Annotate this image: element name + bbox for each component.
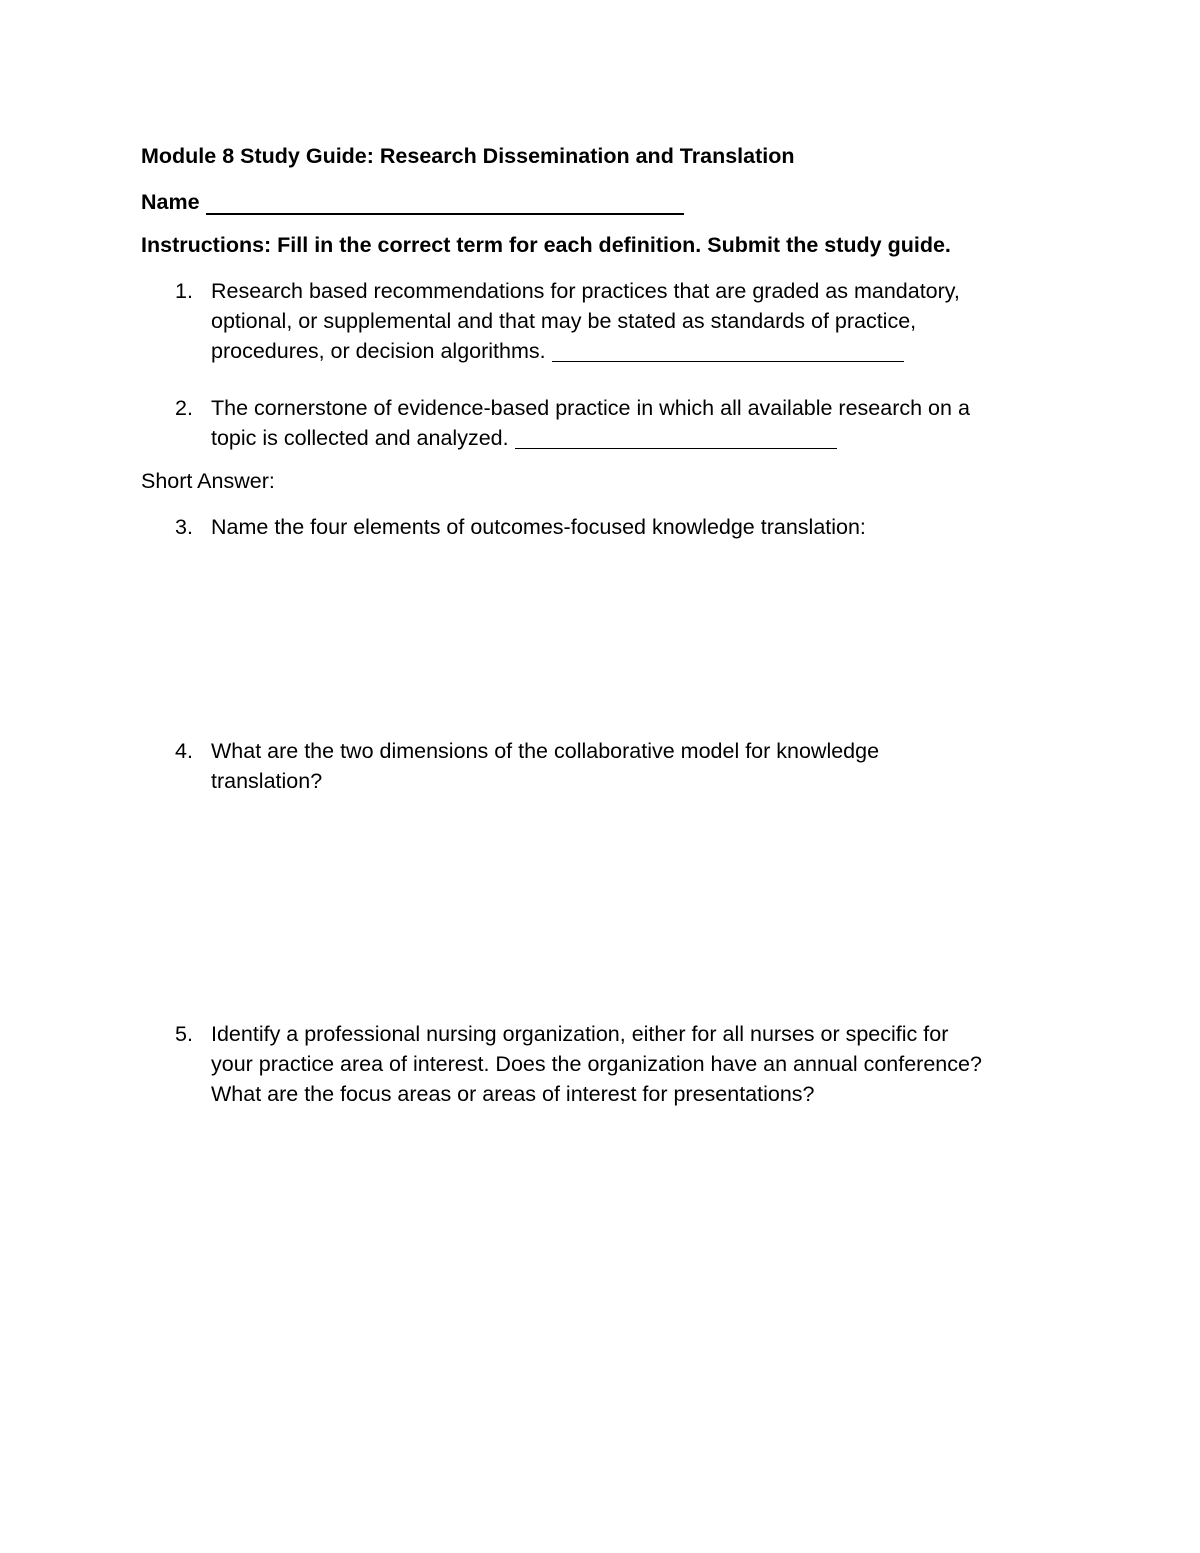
question-line: topic is collected and analyzed. — [211, 426, 509, 450]
question-text — [211, 276, 1071, 366]
question-line: optional, or supplemental and that may be stated as standards of practice, — [211, 309, 917, 333]
question-line: translation? — [211, 769, 323, 793]
question-line: The cornerstone of evidence-based practice in which all available research on a — [211, 396, 970, 420]
question-number: 5. — [175, 1022, 193, 1046]
question-text — [211, 393, 1071, 453]
question-line: your practice area of interest. Does the organization have an annual conference? — [211, 1052, 982, 1076]
question-line: What are the two dimensions of the collaborative model for knowledge — [211, 739, 880, 763]
name-blank-line[interactable] — [206, 213, 684, 215]
instructions: Instructions: Fill in the correct term for each definition. Submit the study guide. — [141, 233, 951, 257]
page-title: Module 8 Study Guide: Research Dissemination and Translation — [141, 144, 795, 168]
short-answer-label: Short Answer: — [141, 469, 275, 493]
answer-blank-line[interactable] — [515, 448, 837, 449]
question-number: 4. — [175, 739, 193, 763]
question-line-with-blank — [211, 336, 1071, 366]
question-text — [211, 512, 1071, 542]
question-number: 3. — [175, 515, 193, 539]
question-line: Name the four elements of outcomes-focused knowledge translation: — [211, 515, 866, 539]
name-label: Name — [141, 190, 200, 214]
question-text — [211, 1019, 1071, 1109]
name-field-row — [141, 188, 684, 216]
question-line: What are the focus areas or areas of interest for presentations? — [211, 1082, 815, 1106]
question-line: Research based recommendations for practices that are graded as mandatory, — [211, 279, 960, 303]
answer-blank-line[interactable] — [552, 361, 904, 362]
question-line: Identify a professional nursing organization, either for all nurses or specific for — [211, 1022, 949, 1046]
question-line: procedures, or decision algorithms. — [211, 339, 546, 363]
question-number: 1. — [175, 279, 193, 303]
question-text — [211, 736, 1071, 796]
question-number: 2. — [175, 396, 193, 420]
question-line-with-blank — [211, 423, 1071, 453]
